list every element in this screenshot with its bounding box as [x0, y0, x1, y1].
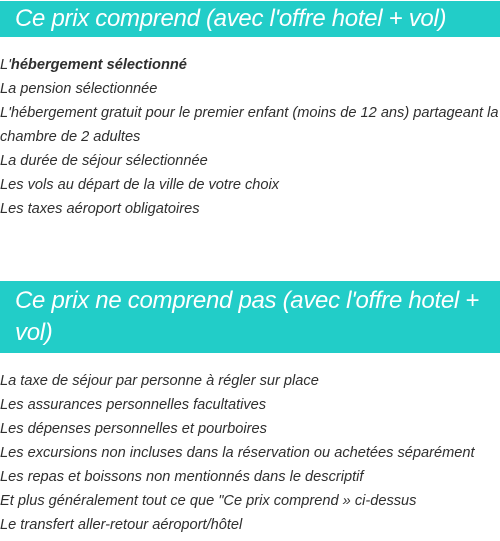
excluded-section: [0, 281, 500, 537]
list-item: Et plus généralement tout ce que "Ce prix comprend » ci-dessus: [0, 493, 417, 509]
list-item: Les excursions non incluses dans la réservation ou achetées séparément: [0, 445, 475, 461]
list-item: Les vols au départ de la ville de votre choix: [0, 177, 280, 193]
list-item: Les repas et boissons non mentionnés dans le descriptif: [0, 469, 364, 485]
list-item: L'hébergement sélectionné: [0, 57, 187, 73]
included-section-title: Ce prix comprend (avec l'offre hotel + vol): [0, 1, 500, 37]
list-item: Les dépenses personnelles et pourboires: [0, 421, 267, 437]
excluded-list: [0, 369, 500, 537]
included-list: [0, 53, 500, 221]
list-item: Les assurances personnelles facultatives: [0, 397, 267, 413]
list-item: Le transfert aller-retour aéroport/hôtel: [0, 517, 243, 533]
list-item: La durée de séjour sélectionnée: [0, 153, 208, 169]
list-item: La pension sélectionnée: [0, 81, 158, 97]
list-item: Les taxes aéroport obligatoires: [0, 201, 200, 217]
included-section: [0, 1, 500, 221]
section-spacer: [0, 221, 500, 281]
list-item: L'hébergement gratuit pour le premier enfant (moins de 12 ans) partageant la chambre de 2 adultes: [0, 105, 499, 145]
excluded-section-title: Ce prix ne comprend pas (avec l'offre hotel + vol): [0, 281, 500, 353]
list-item: La taxe de séjour par personne à régler sur place: [0, 373, 319, 389]
